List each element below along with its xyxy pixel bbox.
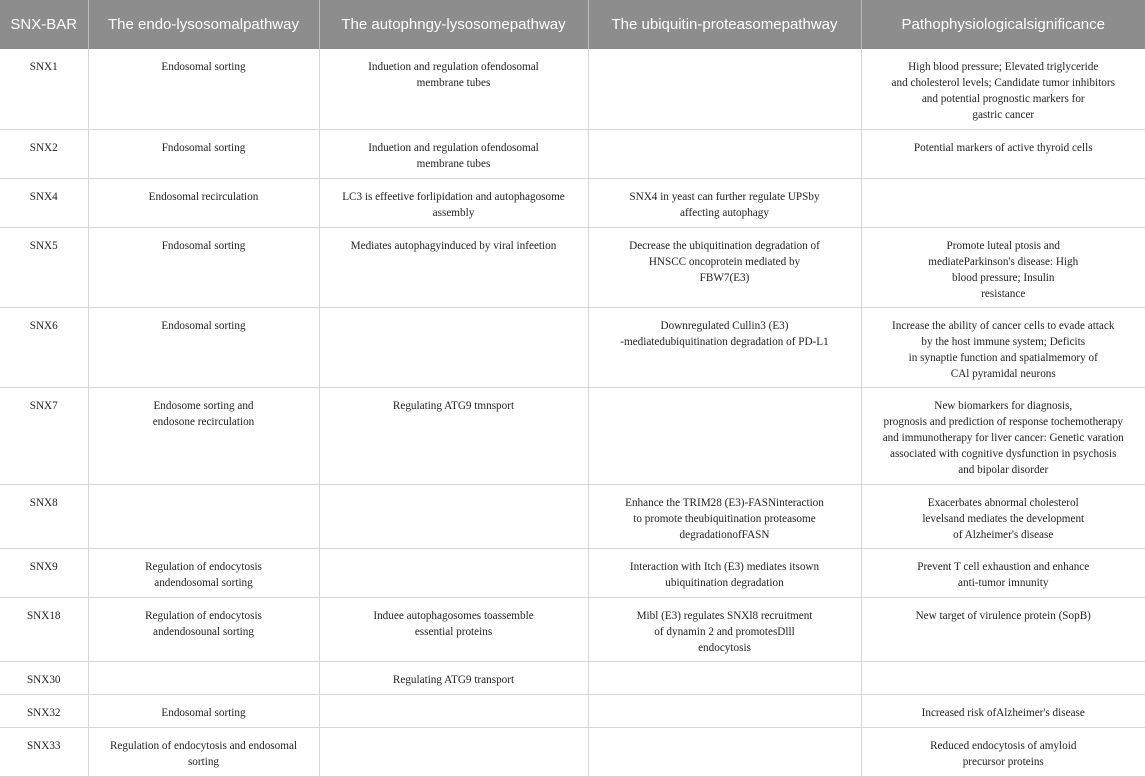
cell-text: to promote theubiquitination proteasome xyxy=(633,512,816,525)
table-cell-snx-bar xyxy=(0,49,88,129)
cell-text: Interaction with Itch (E3) mediates itsown xyxy=(629,560,820,573)
table-cell-ubiquitin-proteasome xyxy=(588,727,861,776)
table-cell-pathophysiological-significance xyxy=(861,307,1145,387)
table-cell-pathophysiological-significance xyxy=(861,548,1145,597)
cell-text: Regulating ATG9 transport xyxy=(392,673,515,686)
table-cell-ubiquitin-proteasome xyxy=(588,484,861,548)
table-cell-pathophysiological-significance xyxy=(861,387,1145,484)
table-cell-endo-lysosomal xyxy=(88,661,319,694)
cell-text: HNSCC oncoprotein mediated by xyxy=(648,255,801,268)
column-header-text: pathway xyxy=(781,15,838,33)
cell-text: Decrease the ubiquitination degradation of xyxy=(629,239,820,252)
cell-text: -mediatedubiquitination degradation of PD-L1 xyxy=(620,335,829,348)
cell-text: SNX9 xyxy=(29,560,58,573)
table-cell-ubiquitin-proteasome xyxy=(588,178,861,227)
cell-text: Regulation of endocytosis and endosomal xyxy=(109,739,298,752)
cell-text: Prevent T cell exhaustion and enhance xyxy=(917,560,1090,573)
table-cell-snx-bar xyxy=(0,484,88,548)
table-cell-pathophysiological-significance xyxy=(861,597,1145,661)
table-cell-endo-lysosomal xyxy=(88,548,319,597)
column-header-text: The autophngy-lysosome xyxy=(341,15,510,33)
table-cell-endo-lysosomal xyxy=(88,178,319,227)
cell-text: High blood pressure; Elevated triglyceride xyxy=(908,61,1099,73)
cell-text: and cholesterol levels; Candidate tumor inhibitors xyxy=(891,77,1115,89)
table-row xyxy=(0,387,1145,484)
cell-text: SNX4 xyxy=(29,190,58,203)
cell-text: SNX8 xyxy=(29,496,58,509)
cell-text: Mediates autophagyinduced by viral infeetion xyxy=(350,239,557,252)
cell-text: Endosomal recirculation xyxy=(148,190,259,203)
cell-text: anti-tumor imnunity xyxy=(958,576,1049,589)
table-cell-ubiquitin-proteasome xyxy=(588,307,861,387)
cell-text: Induetion and regulation ofendosomal xyxy=(368,141,539,154)
cell-text: SNX6 xyxy=(29,319,58,332)
table-cell-ubiquitin-proteasome xyxy=(588,548,861,597)
cell-text: of Alzheimer's disease xyxy=(953,528,1054,541)
cell-text: Regulation of endocytosis xyxy=(145,560,262,573)
table-row xyxy=(0,727,1145,776)
cell-text: Endosomal sorting xyxy=(161,319,246,332)
cell-text: Endosome sorting and xyxy=(153,399,254,412)
table-cell-autophagy-lysosome xyxy=(319,307,588,387)
cell-text: essential proteins xyxy=(414,625,493,638)
table-cell-pathophysiological-significance xyxy=(861,178,1145,227)
cell-text: endocytosis xyxy=(698,641,751,654)
column-header-snx-bar xyxy=(0,0,88,49)
cell-text: Induetion and regulation ofendosomal xyxy=(368,61,539,73)
cell-text: Downregulated Cullin3 (E3) xyxy=(660,319,789,332)
cell-text: SNX2 xyxy=(29,141,58,154)
table-cell-autophagy-lysosome xyxy=(319,227,588,307)
table-row xyxy=(0,661,1145,694)
column-header-pathophysiological-significance xyxy=(861,0,1145,49)
table-cell-endo-lysosomal xyxy=(88,49,319,129)
cell-text: Fndosomal sorting xyxy=(161,141,246,154)
cell-text: Mibl (E3) regulates SNXl8 recruitment xyxy=(636,609,813,622)
table-cell-pathophysiological-significance xyxy=(861,484,1145,548)
table-cell-ubiquitin-proteasome xyxy=(588,597,861,661)
cell-text: LC3 is effeetive forlipidation and autophagosome xyxy=(342,190,565,203)
cell-text: membrane tubes xyxy=(416,77,491,89)
table-cell-pathophysiological-significance xyxy=(861,727,1145,776)
cell-text: Enhance the TRIM28 (E3)-FASNinteraction xyxy=(625,496,824,509)
table-cell-endo-lysosomal xyxy=(88,727,319,776)
cell-text: endosone recirculation xyxy=(152,415,255,428)
table-cell-snx-bar xyxy=(0,178,88,227)
table-cell-snx-bar xyxy=(0,227,88,307)
table-row xyxy=(0,129,1145,178)
cell-text: membrane tubes xyxy=(416,157,491,170)
table-cell-endo-lysosomal xyxy=(88,129,319,178)
table-cell-autophagy-lysosome xyxy=(319,661,588,694)
table-cell-ubiquitin-proteasome xyxy=(588,49,861,129)
table-cell-snx-bar xyxy=(0,129,88,178)
column-header-text: pathway xyxy=(509,15,566,33)
table-header xyxy=(0,0,1145,49)
table-cell-pathophysiological-significance xyxy=(861,49,1145,129)
cell-text: affecting autophagy xyxy=(680,206,769,219)
table-cell-autophagy-lysosome xyxy=(319,484,588,548)
cell-text: blood pressure; Insulin xyxy=(951,271,1055,284)
table-cell-endo-lysosomal xyxy=(88,387,319,484)
cell-text: SNX18 xyxy=(26,609,61,622)
column-header-text: The ubiquitin-proteasome xyxy=(611,15,782,33)
cell-text: gastric cancer xyxy=(972,109,1035,121)
cell-text: Reduced endocytosis of amyloid xyxy=(930,739,1077,752)
table-cell-endo-lysosomal xyxy=(88,227,319,307)
cell-text: of dynamin 2 and promotesDlll xyxy=(654,625,795,638)
cell-text: levelsand mediates the development xyxy=(922,512,1085,525)
cell-text: andendosomal sorting xyxy=(154,576,253,589)
column-header-endo-lysosomal xyxy=(88,0,319,49)
table-cell-autophagy-lysosome xyxy=(319,387,588,484)
cell-text: New biomarkers for diagnosis, xyxy=(934,399,1073,412)
cell-text: ubiquitination degradation xyxy=(665,576,784,589)
cell-text: CAl pyramidal neurons xyxy=(950,367,1056,380)
table-cell-ubiquitin-proteasome xyxy=(588,694,861,727)
cell-text: Endosomal sorting xyxy=(161,61,246,73)
table-cell-snx-bar xyxy=(0,548,88,597)
cell-text: and potential prognostic markers for xyxy=(921,93,1085,105)
column-header-text: pathway xyxy=(243,15,299,33)
cell-text: prognosis and prediction of response tochemotherapy xyxy=(883,415,1124,428)
table-cell-autophagy-lysosome xyxy=(319,548,588,597)
table-cell-autophagy-lysosome xyxy=(319,49,588,129)
cell-text: and bipolar disorder xyxy=(958,463,1049,476)
cell-text: mediateParkinson's disease: High xyxy=(928,255,1079,268)
cell-text: FBW7(E3) xyxy=(699,271,750,284)
table-cell-pathophysiological-significance xyxy=(861,694,1145,727)
column-header-text: SNX-BAR xyxy=(10,15,78,33)
table-row xyxy=(0,49,1145,129)
table-row xyxy=(0,548,1145,597)
table-cell-snx-bar xyxy=(0,597,88,661)
cell-text: SNX1 xyxy=(29,61,58,73)
table-cell-endo-lysosomal xyxy=(88,307,319,387)
cell-text: Regulation of endocytosis xyxy=(145,609,262,622)
cell-text: SNX5 xyxy=(29,239,58,252)
cell-text: SNX4 in yeast can further regulate UPSby xyxy=(629,190,820,203)
cell-text: SNX7 xyxy=(29,399,58,412)
cell-text: resistance xyxy=(981,287,1026,300)
column-header-autophagy-lysosome xyxy=(319,0,588,49)
table-cell-snx-bar xyxy=(0,387,88,484)
cell-text: SNX30 xyxy=(26,673,61,686)
table-cell-autophagy-lysosome xyxy=(319,597,588,661)
table-cell-snx-bar xyxy=(0,307,88,387)
table-cell-autophagy-lysosome xyxy=(319,694,588,727)
column-header-text: The endo-lysosomal xyxy=(108,15,244,33)
table-row xyxy=(0,178,1145,227)
table-cell-ubiquitin-proteasome xyxy=(588,227,861,307)
table-cell-endo-lysosomal xyxy=(88,484,319,548)
cell-text: in synaptie function and spatialmemory of xyxy=(908,351,1098,364)
table-row xyxy=(0,227,1145,307)
cell-text: Increased risk ofAlzheimer's disease xyxy=(921,706,1085,719)
table-row xyxy=(0,597,1145,661)
cell-text: sorting xyxy=(187,755,220,768)
column-header-ubiquitin-proteasome xyxy=(588,0,861,49)
column-header-text: significance xyxy=(1026,15,1105,33)
cell-text: Regulating ATG9 tmnsport xyxy=(392,399,515,412)
table-body xyxy=(0,49,1145,776)
table-cell-autophagy-lysosome xyxy=(319,178,588,227)
cell-text: Endosomal sorting xyxy=(161,706,246,719)
cell-text: Exacerbates abnormal cholesterol xyxy=(927,496,1079,509)
table-cell-pathophysiological-significance xyxy=(861,129,1145,178)
table-cell-snx-bar xyxy=(0,694,88,727)
cell-text: precursor proteins xyxy=(962,755,1044,768)
table-cell-pathophysiological-significance xyxy=(861,227,1145,307)
cell-text: associated with cognitive dysfunction in psychosis xyxy=(889,447,1117,460)
cell-text: Promote luteal ptosis and xyxy=(946,239,1060,252)
table-cell-pathophysiological-significance xyxy=(861,661,1145,694)
cell-text: and immunotherapy for liver cancer: Genetic varation xyxy=(882,431,1124,444)
table-cell-snx-bar xyxy=(0,661,88,694)
cell-text: degradationofFASN xyxy=(679,528,770,541)
table-cell-autophagy-lysosome xyxy=(319,727,588,776)
header-row xyxy=(0,0,1145,49)
cell-text: andendosounal sorting xyxy=(153,625,254,638)
table-cell-endo-lysosomal xyxy=(88,694,319,727)
cell-text: New target of virulence protein (SopB) xyxy=(915,609,1091,622)
cell-text: assembly xyxy=(432,206,475,219)
table-cell-autophagy-lysosome xyxy=(319,129,588,178)
column-header-text: Pathophysiological xyxy=(901,15,1027,33)
table-cell-ubiquitin-proteasome xyxy=(588,129,861,178)
cell-text: SNX32 xyxy=(26,706,61,719)
cell-text: Increase the ability of cancer cells to evade attack xyxy=(892,319,1115,332)
table-row xyxy=(0,307,1145,387)
table-cell-ubiquitin-proteasome xyxy=(588,387,861,484)
cell-text: Induee autophagosomes toassemble xyxy=(373,609,534,622)
table-cell-endo-lysosomal xyxy=(88,597,319,661)
table-cell-snx-bar xyxy=(0,727,88,776)
table-row xyxy=(0,484,1145,548)
cell-text: by the host immune system; Deficits xyxy=(921,335,1086,348)
table-cell-ubiquitin-proteasome xyxy=(588,661,861,694)
table-row xyxy=(0,694,1145,727)
cell-text: Fndosomal sorting xyxy=(161,239,246,252)
cell-text: SNX33 xyxy=(26,739,61,752)
cell-text: Potential markers of active thyroid cells xyxy=(913,141,1093,154)
